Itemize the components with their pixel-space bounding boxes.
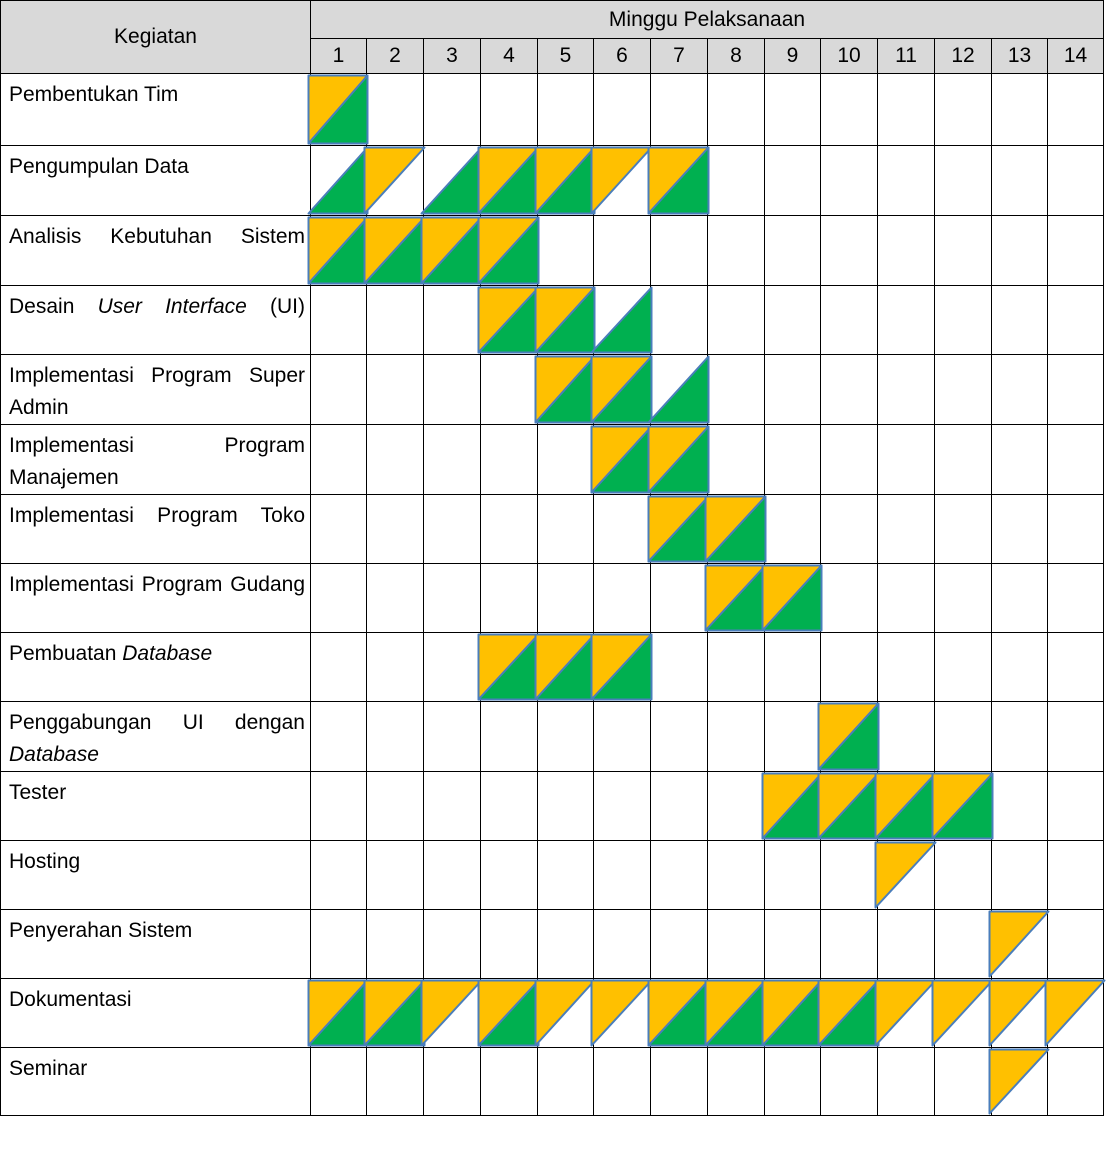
week-cell <box>765 355 821 425</box>
activity-row <box>1 355 1104 425</box>
week-number-6: 6 <box>594 39 651 74</box>
week-cell <box>424 216 481 286</box>
week-cell <box>1048 1048 1104 1116</box>
week-cell <box>878 355 935 425</box>
week-cell <box>765 216 821 286</box>
week-cell <box>481 910 538 979</box>
week-cell <box>1048 74 1104 146</box>
week-cell <box>708 286 765 355</box>
week-cell <box>481 74 538 146</box>
week-cell <box>821 425 878 495</box>
week-cell <box>992 841 1048 910</box>
activity-row <box>1 146 1104 216</box>
week-cell <box>821 286 878 355</box>
week-cell <box>424 146 481 216</box>
week-cell <box>311 1048 367 1116</box>
week-cell <box>311 286 367 355</box>
week-cell <box>935 841 992 910</box>
week-cell <box>424 633 481 702</box>
week-cell <box>878 216 935 286</box>
week-cell <box>821 910 878 979</box>
week-cell <box>821 146 878 216</box>
week-cell <box>311 633 367 702</box>
week-cell <box>1048 286 1104 355</box>
activity-row <box>1 216 1104 286</box>
week-number-11: 11 <box>878 39 935 74</box>
activity-row <box>1 1048 1104 1116</box>
activity-row <box>1 772 1104 841</box>
activity-row <box>1 425 1104 495</box>
activity-row <box>1 564 1104 633</box>
activity-name-part: Implementasi Program Gudang <box>9 573 305 596</box>
week-cell <box>311 146 367 216</box>
week-cell <box>935 772 992 841</box>
week-cell <box>367 355 424 425</box>
week-number-13: 13 <box>992 39 1048 74</box>
week-cell <box>992 633 1048 702</box>
week-cell <box>538 841 594 910</box>
activity-name-part: Tester <box>9 781 67 804</box>
week-cell <box>481 633 538 702</box>
week-cell <box>1048 564 1104 633</box>
week-cell <box>821 355 878 425</box>
week-cell <box>765 772 821 841</box>
week-cell <box>878 495 935 564</box>
activity-row <box>1 841 1104 910</box>
week-cell <box>424 979 481 1048</box>
week-cell <box>1048 841 1104 910</box>
week-cell <box>538 425 594 495</box>
week-cell <box>878 74 935 146</box>
week-cell <box>708 146 765 216</box>
week-cell <box>367 216 424 286</box>
week-cell <box>821 702 878 772</box>
week-cell <box>367 772 424 841</box>
week-cell <box>935 495 992 564</box>
week-cell <box>935 910 992 979</box>
activity-name-part: Hosting <box>9 850 81 873</box>
week-cell <box>481 425 538 495</box>
week-cell <box>1048 425 1104 495</box>
week-cell <box>651 286 708 355</box>
week-cell <box>708 633 765 702</box>
week-cell <box>311 74 367 146</box>
week-cell <box>651 146 708 216</box>
week-cell <box>878 633 935 702</box>
week-cell <box>311 910 367 979</box>
week-cell <box>594 286 651 355</box>
week-cell <box>424 564 481 633</box>
activity-name-part: Desain <box>9 295 98 318</box>
activity-name-part: Implementasi Program Super Admin <box>9 364 305 419</box>
week-cell <box>651 841 708 910</box>
activity-name <box>1 286 311 355</box>
activity-name-part: Pembuatan <box>9 642 123 665</box>
week-cell <box>935 564 992 633</box>
activity-name-part: Analisis Kebutuhan Sistem <box>9 225 305 248</box>
week-cell <box>992 74 1048 146</box>
week-cell <box>821 979 878 1048</box>
week-number-1: 1 <box>311 39 367 74</box>
week-cell <box>878 772 935 841</box>
activity-name <box>1 1048 311 1116</box>
week-cell <box>708 216 765 286</box>
activity-name <box>1 841 311 910</box>
week-cell <box>765 146 821 216</box>
week-number-10: 10 <box>821 39 878 74</box>
week-cell <box>538 74 594 146</box>
week-cell <box>765 1048 821 1116</box>
week-cell <box>594 772 651 841</box>
activity-name <box>1 702 311 772</box>
week-cell <box>311 495 367 564</box>
activity-name-part: Database <box>122 642 213 665</box>
week-cell <box>367 633 424 702</box>
week-cell <box>878 1048 935 1116</box>
week-cell <box>594 702 651 772</box>
week-cell <box>935 146 992 216</box>
week-cell <box>935 286 992 355</box>
week-cell <box>424 772 481 841</box>
week-cell <box>311 702 367 772</box>
week-cell <box>538 633 594 702</box>
activity-name-part: Seminar <box>9 1057 88 1080</box>
week-cell <box>651 355 708 425</box>
activity-row <box>1 702 1104 772</box>
week-cell <box>651 425 708 495</box>
activity-name-part: Implementasi Program Manajemen <box>9 434 305 489</box>
week-cell <box>651 216 708 286</box>
activity-name <box>1 425 311 495</box>
week-cell <box>765 702 821 772</box>
week-cell <box>424 74 481 146</box>
week-cell <box>878 979 935 1048</box>
week-number-2: 2 <box>367 39 424 74</box>
week-cell <box>651 495 708 564</box>
week-cell <box>651 74 708 146</box>
week-cell <box>935 979 992 1048</box>
week-cell <box>311 355 367 425</box>
week-cell <box>594 355 651 425</box>
activity-name-part: Pengumpulan Data <box>9 155 189 178</box>
week-cell <box>424 841 481 910</box>
activity-name-part: Pembentukan Tim <box>9 83 179 106</box>
week-cell <box>708 702 765 772</box>
week-cell <box>1048 146 1104 216</box>
week-cell <box>935 702 992 772</box>
week-cell <box>481 979 538 1048</box>
week-cell <box>651 979 708 1048</box>
week-cell <box>821 495 878 564</box>
week-cell <box>594 1048 651 1116</box>
week-cell <box>651 772 708 841</box>
week-cell <box>367 146 424 216</box>
activity-row <box>1 979 1104 1048</box>
week-cell <box>821 772 878 841</box>
week-cell <box>538 146 594 216</box>
activity-name <box>1 216 311 286</box>
week-cell <box>367 564 424 633</box>
week-cell <box>311 772 367 841</box>
activity-name-part: Penyerahan Sistem <box>9 919 193 942</box>
week-cell <box>1048 633 1104 702</box>
week-cell <box>878 564 935 633</box>
week-cell <box>708 979 765 1048</box>
week-cell <box>1048 216 1104 286</box>
week-cell <box>935 633 992 702</box>
week-cell <box>935 425 992 495</box>
week-cell <box>651 702 708 772</box>
activity-name-part: Penggabungan UI dengan <box>9 711 305 734</box>
week-cell <box>878 286 935 355</box>
week-cell <box>821 841 878 910</box>
week-cell <box>765 425 821 495</box>
week-cell <box>367 1048 424 1116</box>
week-cell <box>367 425 424 495</box>
week-number-5: 5 <box>538 39 594 74</box>
activity-name <box>1 910 311 979</box>
week-cell <box>538 495 594 564</box>
week-cell <box>992 979 1048 1048</box>
week-cell <box>367 495 424 564</box>
week-cell <box>424 286 481 355</box>
week-number-3: 3 <box>424 39 481 74</box>
week-cell <box>594 633 651 702</box>
week-cell <box>481 1048 538 1116</box>
week-cell <box>594 910 651 979</box>
week-cell <box>878 841 935 910</box>
week-cell <box>708 425 765 495</box>
week-cell <box>424 1048 481 1116</box>
week-cell <box>367 910 424 979</box>
week-cell <box>538 564 594 633</box>
week-cell <box>594 74 651 146</box>
week-cell <box>992 702 1048 772</box>
header-activity: Kegiatan <box>1 1 311 74</box>
week-cell <box>878 425 935 495</box>
week-cell <box>594 564 651 633</box>
activity-name-part: Dokumentasi <box>9 988 132 1011</box>
week-cell <box>708 910 765 979</box>
activity-row <box>1 286 1104 355</box>
week-cell <box>1048 910 1104 979</box>
week-cell <box>992 772 1048 841</box>
week-cell <box>367 979 424 1048</box>
week-cell <box>708 1048 765 1116</box>
week-cell <box>311 425 367 495</box>
week-cell <box>935 74 992 146</box>
activity-name <box>1 495 311 564</box>
week-cell <box>708 495 765 564</box>
activity-row <box>1 495 1104 564</box>
week-cell <box>708 772 765 841</box>
week-cell <box>651 564 708 633</box>
week-cell <box>1048 702 1104 772</box>
week-cell <box>481 355 538 425</box>
week-cell <box>538 702 594 772</box>
week-cell <box>821 1048 878 1116</box>
week-cell <box>878 910 935 979</box>
week-cell <box>992 910 1048 979</box>
week-cell <box>311 979 367 1048</box>
activity-name <box>1 74 311 146</box>
week-number-14: 14 <box>1048 39 1104 74</box>
week-cell <box>481 841 538 910</box>
week-cell <box>538 979 594 1048</box>
week-cell <box>424 425 481 495</box>
week-cell <box>935 216 992 286</box>
activity-name <box>1 355 311 425</box>
week-cell <box>1048 772 1104 841</box>
week-cell <box>765 979 821 1048</box>
week-cell <box>878 146 935 216</box>
week-cell <box>594 495 651 564</box>
week-number-12: 12 <box>935 39 992 74</box>
week-cell <box>367 841 424 910</box>
week-cell <box>1048 979 1104 1048</box>
week-cell <box>424 495 481 564</box>
week-cell <box>481 146 538 216</box>
week-number-4: 4 <box>481 39 538 74</box>
activity-name <box>1 979 311 1048</box>
week-cell <box>935 1048 992 1116</box>
activity-name <box>1 772 311 841</box>
week-cell <box>538 286 594 355</box>
activity-name-part: User Interface <box>97 295 247 318</box>
activity-row <box>1 74 1104 146</box>
week-cell <box>594 841 651 910</box>
week-cell <box>765 286 821 355</box>
week-cell <box>878 702 935 772</box>
week-cell <box>708 355 765 425</box>
week-cell <box>821 216 878 286</box>
activity-row <box>1 910 1104 979</box>
week-cell <box>594 146 651 216</box>
week-cell <box>538 216 594 286</box>
week-cell <box>765 910 821 979</box>
week-cell <box>594 425 651 495</box>
week-cell <box>821 74 878 146</box>
week-cell <box>708 564 765 633</box>
week-number-9: 9 <box>765 39 821 74</box>
activity-name <box>1 564 311 633</box>
week-cell <box>992 564 1048 633</box>
week-cell <box>651 910 708 979</box>
week-cell <box>424 702 481 772</box>
week-cell <box>538 910 594 979</box>
week-cell <box>765 495 821 564</box>
week-cell <box>651 1048 708 1116</box>
week-cell <box>992 495 1048 564</box>
week-cell <box>481 495 538 564</box>
activity-name <box>1 146 311 216</box>
activity-row <box>1 633 1104 702</box>
week-number-7: 7 <box>651 39 708 74</box>
activity-name-part: (UI) <box>246 295 305 318</box>
week-cell <box>481 564 538 633</box>
week-cell <box>311 216 367 286</box>
activity-name <box>1 633 311 702</box>
week-cell <box>765 74 821 146</box>
week-cell <box>992 425 1048 495</box>
week-cell <box>708 841 765 910</box>
week-cell <box>481 702 538 772</box>
week-cell <box>708 74 765 146</box>
week-cell <box>821 564 878 633</box>
week-cell <box>481 216 538 286</box>
week-cell <box>367 286 424 355</box>
week-cell <box>992 355 1048 425</box>
activity-name-part: Database <box>9 743 99 766</box>
activity-name-part: Implementasi Program Toko <box>9 504 305 527</box>
header-weeks: Minggu Pelaksanaan <box>311 1 1104 39</box>
week-cell <box>367 702 424 772</box>
week-cell <box>765 564 821 633</box>
week-cell <box>992 286 1048 355</box>
week-cell <box>935 355 992 425</box>
week-cell <box>992 146 1048 216</box>
week-cell <box>765 841 821 910</box>
week-cell <box>311 564 367 633</box>
week-cell <box>821 633 878 702</box>
week-cell <box>594 979 651 1048</box>
week-cell <box>481 772 538 841</box>
week-cell <box>311 841 367 910</box>
week-cell <box>538 772 594 841</box>
week-cell <box>992 216 1048 286</box>
week-number-8: 8 <box>708 39 765 74</box>
week-cell <box>594 216 651 286</box>
week-cell <box>424 910 481 979</box>
week-cell <box>992 1048 1048 1116</box>
week-cell <box>367 74 424 146</box>
week-cell <box>765 633 821 702</box>
week-cell <box>1048 355 1104 425</box>
week-cell <box>651 633 708 702</box>
week-cell <box>481 286 538 355</box>
week-cell <box>538 355 594 425</box>
week-cell <box>1048 495 1104 564</box>
week-cell <box>424 355 481 425</box>
week-cell <box>538 1048 594 1116</box>
